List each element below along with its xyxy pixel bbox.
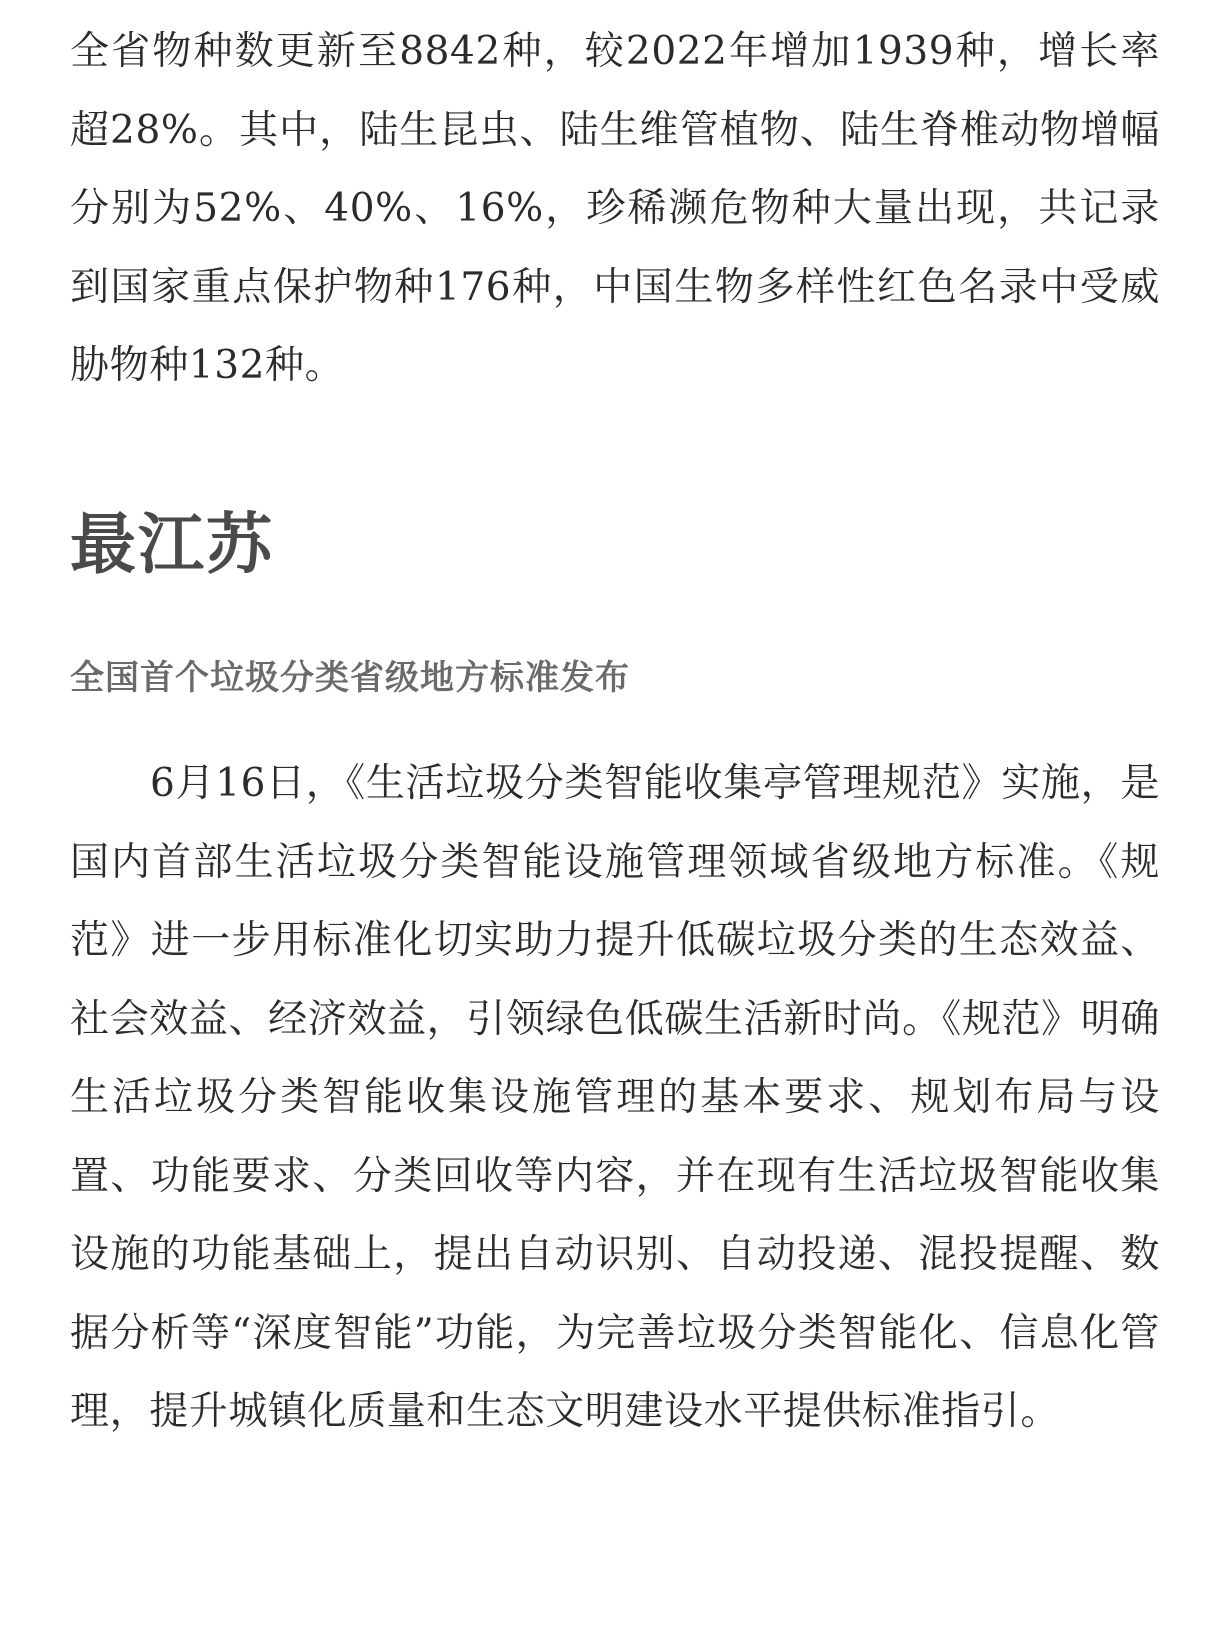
intro-paragraph: 全省物种数更新至8842种，较2022年增加1939种，增长率超28%。其中，陆生昆虫、陆生维管植物、陆生脊椎动物增幅分别为52%、40%、16%，珍稀濒危物种大量出现，共记录到国家重点保护物种176种，中国生物多样性红色名录中受威胁物种132种。 (70, 29, 1160, 388)
article-body-paragraph: 6月16日，《生活垃圾分类智能收集亭管理规范》实施，是国内首部生活垃圾分类智能设施管理领域省级地方标准。《规范》进一步用标准化切实助力提升低碳垃圾分类的生态效益、社会效益、经济效益，引领绿色低碳生活新时尚。《规范》明确生活垃圾分类智能收集设施管理的基本要求、规划布局与设置、功能要求、分类回收等内容，并在现有生活垃圾智能收集设施的功能基础上，提出自动识别、自动投递、混投提醒、数据分析等“深度智能”功能，为完善垃圾分类智能化、信息化管理，提升城镇化质量和生态文明建设水平提供标准指引。 (70, 761, 1160, 1434)
article-subheading: 全国首个垃圾分类省级地方标准发布 (70, 658, 630, 698)
section-title: 最江苏 (70, 506, 274, 583)
